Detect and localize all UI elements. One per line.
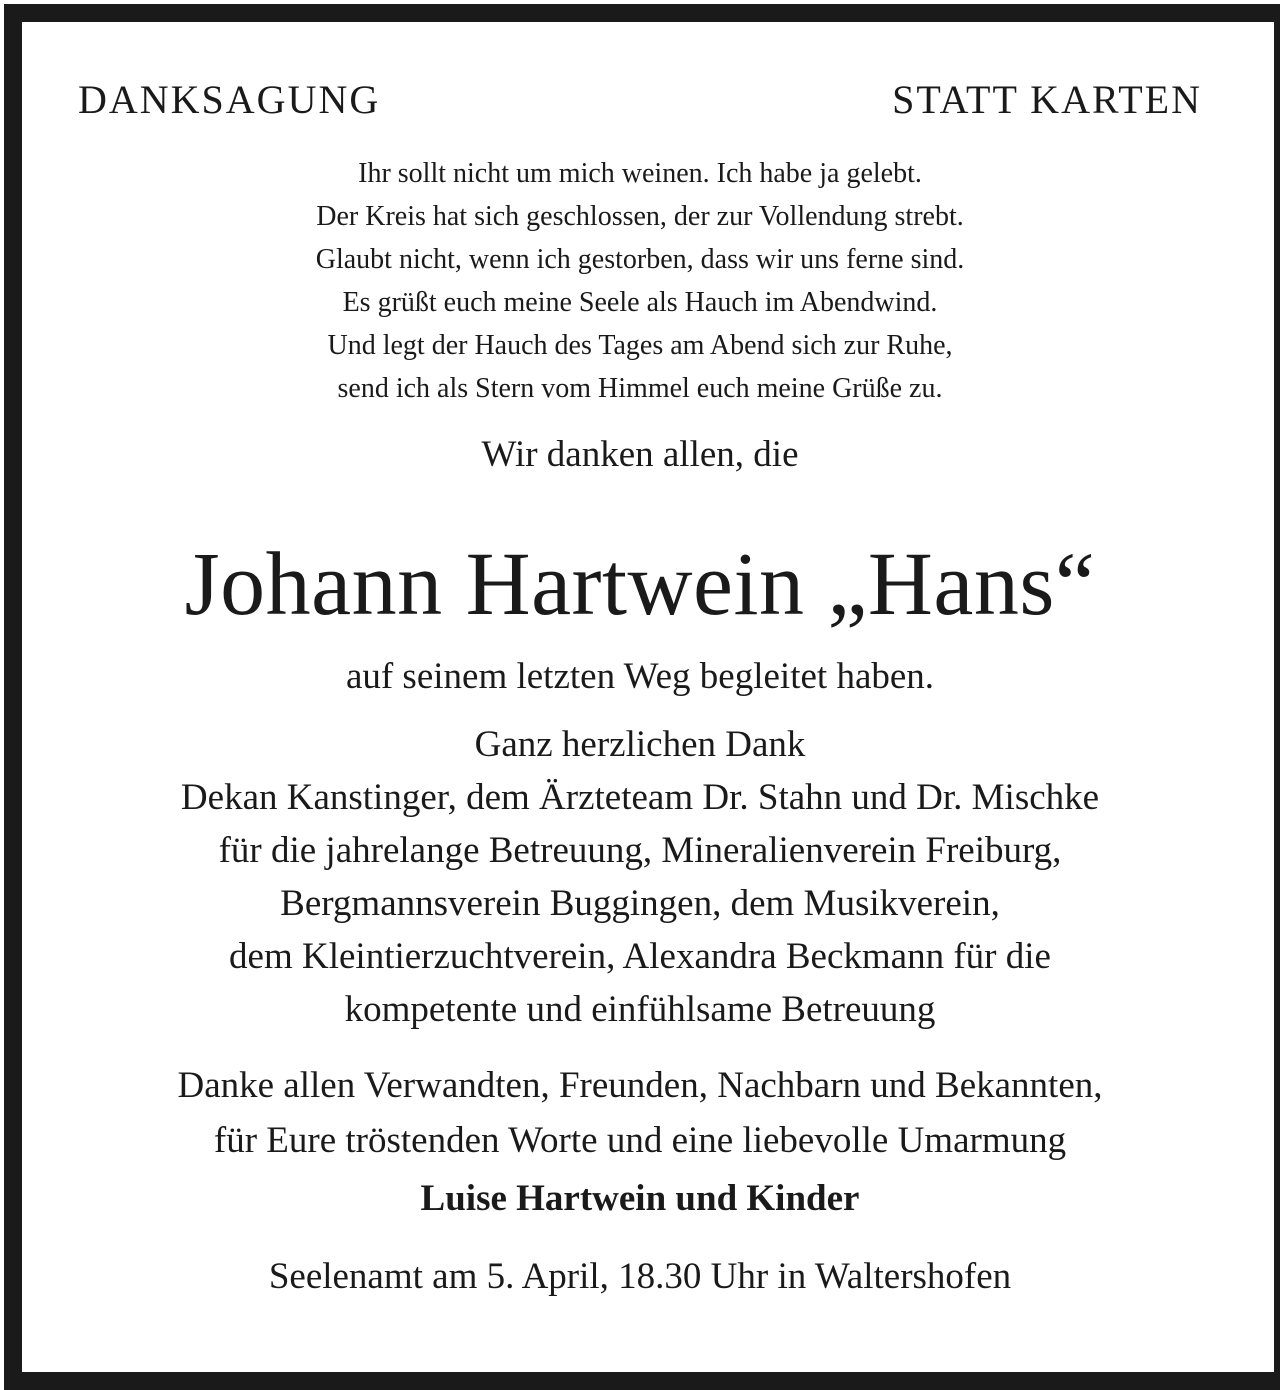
poem-line: send ich als Stern vom Himmel euch meine Grüße zu.: [337, 373, 943, 404]
poem-line: Und legt der Hauch des Tages am Abend sich zur Ruhe,: [327, 330, 953, 361]
danke-line: für Eure tröstenden Worte und eine liebevolle Umarmung: [213, 1120, 1067, 1161]
after-name-text: auf seinem letzten Weg begleitet haben.: [345, 656, 935, 697]
poem-line: Der Kreis hat sich geschlossen, der zur Vollendung strebt.: [316, 201, 964, 232]
poem-line: Es grüßt euch meine Seele als Hauch im Abendwind.: [342, 287, 938, 318]
poem-line: Glaubt nicht, wenn ich gestorben, dass wir uns ferne sind.: [315, 244, 965, 275]
thanks-line: dem Kleintierzuchtverein, Alexandra Beckmann für die: [229, 936, 1051, 977]
poem-line: Ihr sollt nicht um mich weinen. Ich habe ja gelebt.: [358, 158, 922, 189]
signature: Luise Hartwein und Kinder: [420, 1178, 860, 1219]
header-statt-karten: STATT KARTEN: [892, 77, 1202, 122]
header-danksagung: DANKSAGUNG: [78, 77, 381, 122]
thanks-line: Ganz herzlichen Dank: [474, 724, 806, 765]
service-info: Seelenamt am 5. April, 18.30 Uhr in Waltershofen: [268, 1256, 1012, 1297]
thanks-line: Dekan Kanstinger, dem Ärzteteam Dr. Stahn und Dr. Mischke: [180, 777, 1100, 818]
deceased-name: Johann Hartwein „Hans“: [184, 535, 1096, 634]
poem: [22, 152, 1258, 410]
thanks-body: [22, 718, 1258, 1036]
danke-block: [22, 1058, 1258, 1168]
thanks-line: für die jahrelange Betreuung, Mineralienverein Freiburg,: [218, 830, 1062, 871]
obituary-content: [22, 22, 1258, 1354]
thanks-intro: Wir danken allen, die: [481, 434, 799, 475]
thanks-line: kompetente und einfühlsame Betreuung: [344, 989, 936, 1030]
thanks-line: Bergmannsverein Buggingen, dem Musikverein,: [280, 883, 1000, 924]
danke-line: Danke allen Verwandten, Freunden, Nachbarn und Bekannten,: [177, 1065, 1103, 1106]
